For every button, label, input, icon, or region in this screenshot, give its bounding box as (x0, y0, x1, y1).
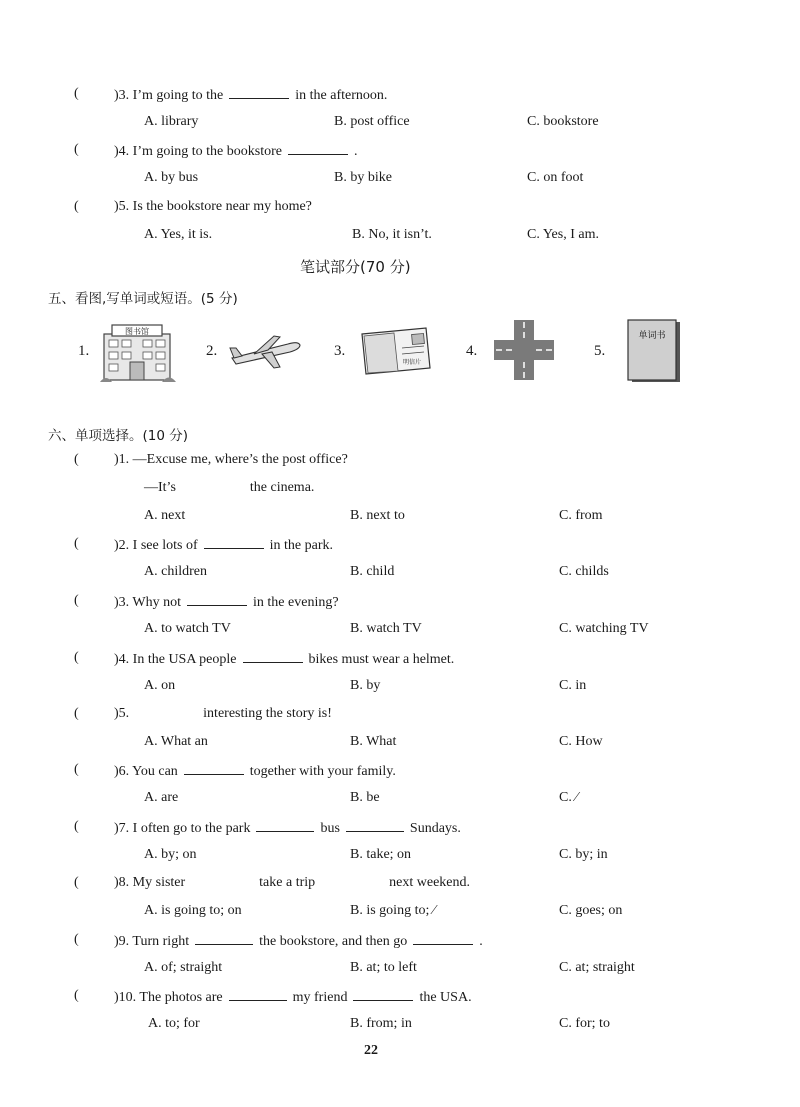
fill-blank[interactable] (413, 932, 473, 945)
postcard-label: 明信片 (402, 359, 422, 366)
option-b[interactable]: B. What (350, 734, 397, 749)
fill-blank[interactable] (243, 650, 303, 663)
fill-blank[interactable] (184, 762, 244, 775)
answer-paren[interactable]: ( (74, 199, 79, 214)
answer-paren[interactable]: ( (74, 819, 79, 834)
answer-paren[interactable]: ( (74, 988, 79, 1003)
option-a[interactable]: A. of; straight (144, 960, 223, 975)
written-section-title: 笔试部分(70 分) (300, 258, 411, 276)
question-text: )3. I’m going to the in the afternoon. (114, 88, 388, 103)
airplane-icon (228, 332, 302, 372)
answer-paren[interactable]: ( (74, 932, 79, 947)
question-text: )6. You can together with your family. (114, 764, 396, 779)
fill-blank[interactable] (187, 593, 247, 606)
option-a[interactable]: A. is going to; on (144, 903, 242, 918)
option-a[interactable]: A. by; on (144, 847, 197, 862)
fill-blank[interactable] (195, 932, 253, 945)
answer-paren[interactable]: ( (74, 452, 79, 467)
answer-paren[interactable]: ( (74, 762, 79, 777)
option-b[interactable]: B. be (350, 790, 380, 805)
option-a[interactable]: A. to watch TV (144, 621, 231, 636)
option-b[interactable]: B. by bike (334, 170, 392, 185)
option-b[interactable]: B. by (350, 678, 381, 693)
book-icon (626, 318, 684, 384)
option-b[interactable]: B. next to (350, 508, 405, 523)
question-text: )5. interesting the story is! (114, 706, 332, 721)
option-b[interactable]: B. from; in (350, 1016, 412, 1031)
option-c[interactable]: C. at; straight (559, 960, 635, 975)
picture-number: 4. (466, 343, 478, 359)
question-text: )7. I often go to the park bus Sundays. (114, 821, 461, 836)
option-b[interactable]: B. is going to; ⁄ (350, 903, 436, 918)
library-sign-text: 图书馆 (125, 327, 149, 336)
fill-blank[interactable] (346, 819, 404, 832)
answer-paren[interactable]: ( (74, 706, 79, 721)
option-c[interactable]: C. goes; on (559, 903, 623, 918)
question-text: )1. —Excuse me, where’s the post office? (114, 452, 348, 467)
question-text: )5. Is the bookstore near my home? (114, 199, 312, 214)
picture-number: 1. (78, 343, 90, 359)
fill-blank[interactable] (256, 819, 314, 832)
fill-blank[interactable] (229, 988, 287, 1001)
option-a[interactable]: A. are (144, 790, 179, 805)
library-icon (100, 322, 176, 384)
option-c[interactable]: C. childs (559, 564, 609, 579)
section5-title: 五、看图,写单词或短语。(5 分) (48, 291, 238, 307)
answer-paren[interactable]: ( (74, 142, 79, 157)
option-a[interactable]: A. to; for (148, 1016, 200, 1031)
option-c[interactable]: C. watching TV (559, 621, 649, 636)
postcard-icon (354, 326, 434, 376)
picture-number: 5. (594, 343, 606, 359)
picture-number: 3. (334, 343, 346, 359)
option-a[interactable]: A. by bus (144, 170, 199, 185)
option-b[interactable]: B. child (350, 564, 395, 579)
option-c[interactable]: C. How (559, 734, 603, 749)
option-a[interactable]: A. What an (144, 734, 208, 749)
question-text-line2: —It’s the cinema. (144, 480, 315, 495)
option-b[interactable]: B. post office (334, 114, 410, 129)
option-a[interactable]: A. Yes, it is. (144, 227, 213, 242)
picture-number: 2. (206, 343, 218, 359)
answer-paren[interactable]: ( (74, 593, 79, 608)
answer-paren[interactable]: ( (74, 650, 79, 665)
fill-blank[interactable] (288, 142, 348, 155)
option-c[interactable]: C. Yes, I am. (527, 227, 599, 242)
question-text: )9. Turn right the bookstore, and then go . (114, 934, 483, 949)
section6-title: 六、单项选择。(10 分) (48, 428, 189, 444)
option-a[interactable]: A. children (144, 564, 207, 579)
option-c[interactable]: C. from (559, 508, 603, 523)
fill-blank[interactable] (229, 86, 289, 99)
option-c[interactable]: C. ⁄ (559, 790, 578, 805)
option-b[interactable]: B. at; to left (350, 960, 417, 975)
question-text: )2. I see lots of in the park. (114, 538, 333, 553)
question-text: )8. My sister take a trip next weekend. (114, 875, 471, 890)
page-number: 22 (364, 1043, 378, 1058)
fill-blank[interactable] (353, 988, 413, 1001)
option-c[interactable]: C. on foot (527, 170, 584, 185)
option-b[interactable]: B. take; on (350, 847, 412, 862)
answer-paren[interactable]: ( (74, 875, 79, 890)
option-b[interactable]: B. No, it isn’t. (352, 227, 432, 242)
question-text: )3. Why not in the evening? (114, 595, 339, 610)
option-c[interactable]: C. in (559, 678, 587, 693)
option-a[interactable]: A. on (144, 678, 176, 693)
option-c[interactable]: C. bookstore (527, 114, 599, 129)
option-b[interactable]: B. watch TV (350, 621, 422, 636)
question-text: )4. I’m going to the bookstore . (114, 144, 358, 159)
question-text: )10. The photos are my friend the USA. (114, 990, 472, 1005)
crossroads-icon (494, 320, 554, 380)
book-label: 单词书 (638, 331, 666, 341)
question-text: )4. In the USA people bikes must wear a helmet. (114, 652, 455, 667)
option-c[interactable]: C. by; in (559, 847, 608, 862)
answer-paren[interactable]: ( (74, 86, 79, 101)
option-a[interactable]: A. library (144, 114, 199, 129)
option-c[interactable]: C. for; to (559, 1016, 610, 1031)
answer-paren[interactable]: ( (74, 536, 79, 551)
fill-blank[interactable] (204, 536, 264, 549)
option-a[interactable]: A. next (144, 508, 186, 523)
